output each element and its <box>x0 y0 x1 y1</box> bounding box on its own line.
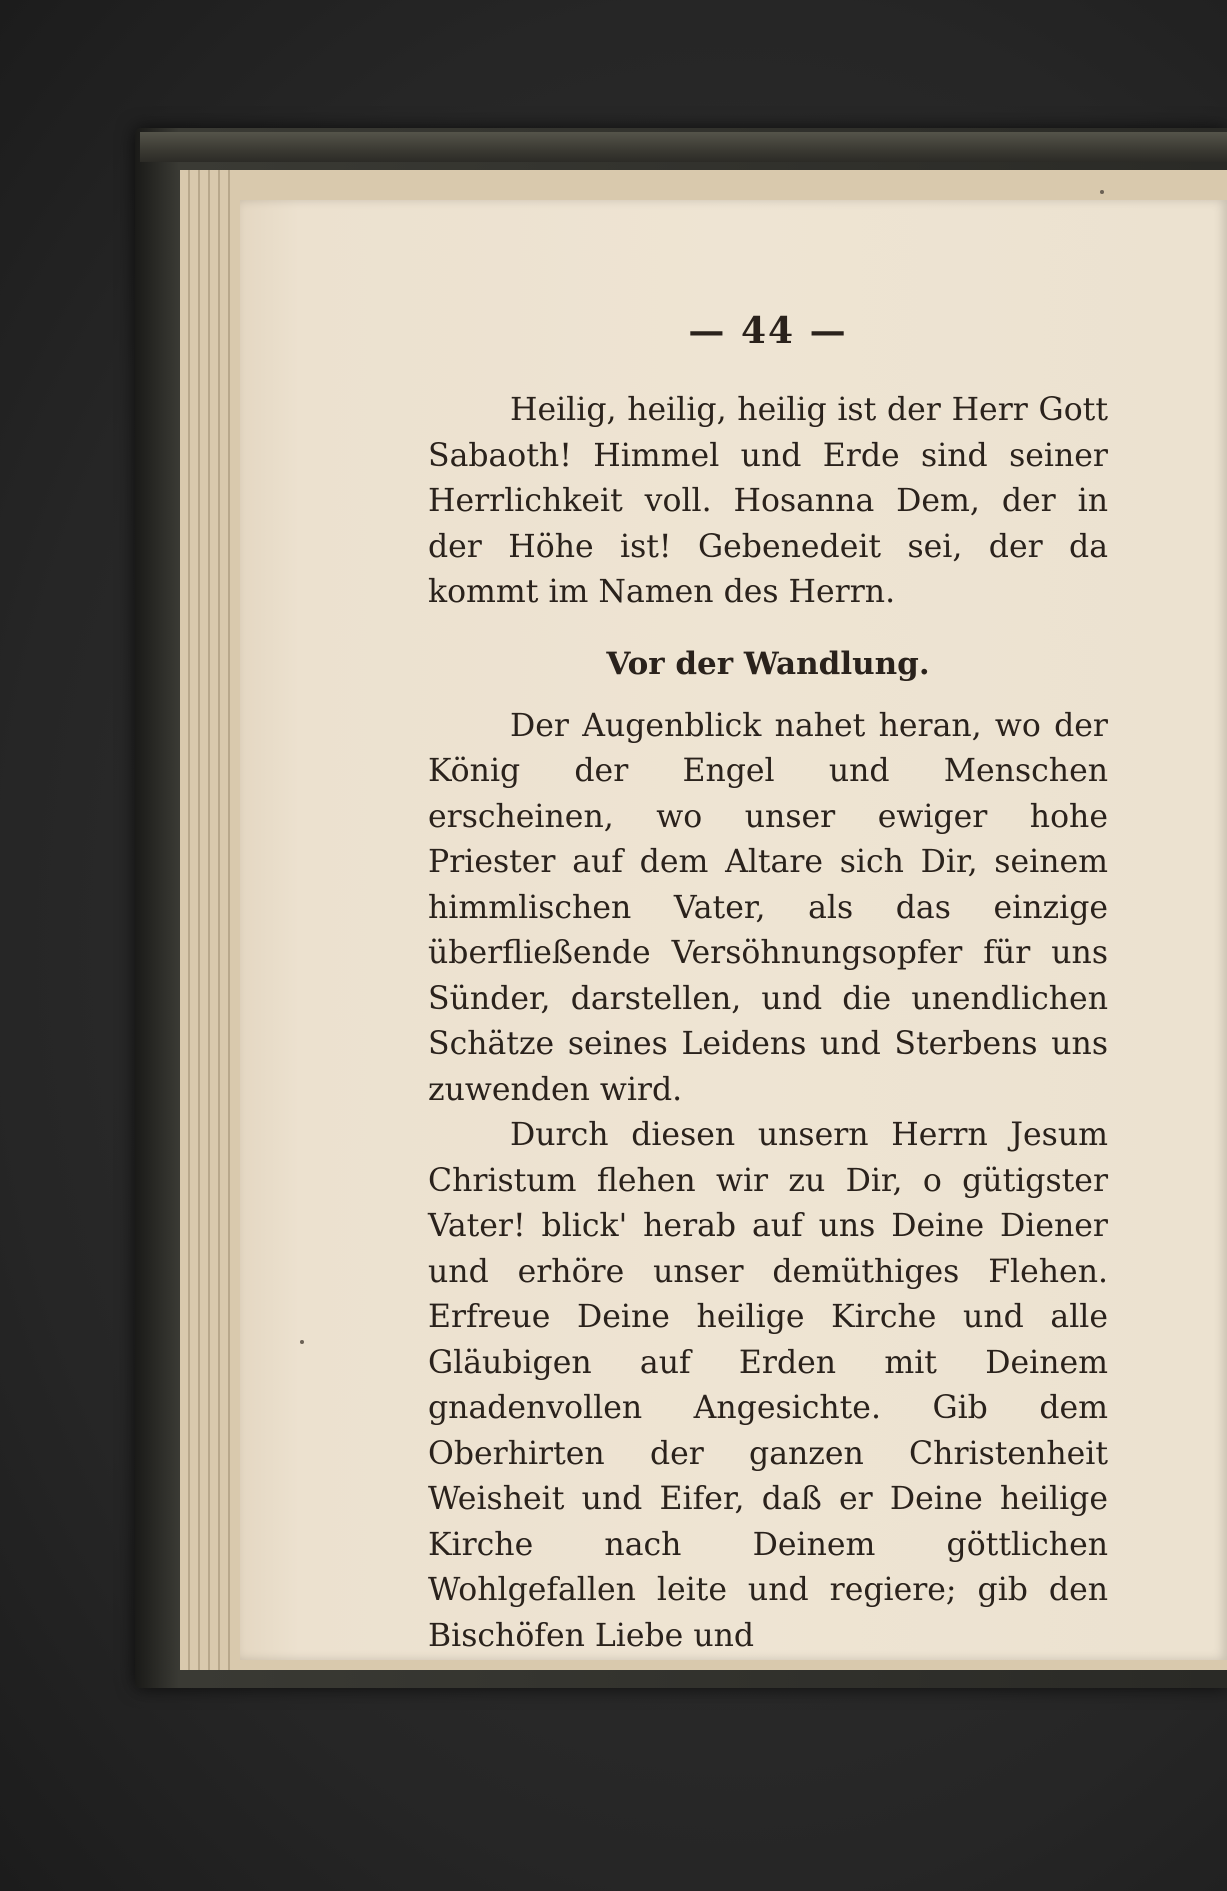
paragraph-durch: Durch diesen unsern Herrn Jesum Christum flehen wir zu Dir, o gütigster Vater! blick' herab auf uns Deine Diener und erhöre unser demüthiges Flehen. Erfreue Deine heilige Kirche und alle Gläubigen auf Erden mit Deinem gnadenvollen Angesichte. Gib dem Oberhirten der ganzen Christenheit Weisheit und Eifer, daß er Deine heilige Kirche nach Deinem göttlichen Wohlgefallen leite und regiere; gib den Bischöfen Liebe und <box>428 1117 1108 1654</box>
paper-speck <box>300 1340 304 1344</box>
page-edge-line <box>198 170 200 1670</box>
page-edge-line <box>218 170 220 1670</box>
page-edge-line <box>208 170 210 1670</box>
page-number: — 44 — <box>688 310 848 352</box>
paragraph-augenblick: Der Augenblick nahet heran, wo der König der Engel und Menschen erscheinen, wo unser ewiger hohe Priester auf dem Altare sich Dir, seinem himmlischen Vater, als das einzige überfließende Versöhnungsopfer für uns Sünder, darstellen, und die unendlichen Schätze seines Leidens und Sterbens uns zuwenden wird. <box>428 707 1108 1108</box>
page-edge-line <box>228 170 230 1670</box>
book-cover-top-edge <box>140 132 1227 162</box>
page-text <box>428 300 1108 1659</box>
page-edge-line <box>188 170 190 1670</box>
section-heading: Vor der Wandlung. <box>606 645 930 682</box>
paragraph-sanctus: Heilig, heilig, heilig ist der Herr Gott Sabaoth! Himmel und Erde sind seiner Herrlichkeit voll. Hosanna Dem, der in der Höhe ist! Gebenedeit sei, der da kommt im Namen des Herrn. <box>428 392 1108 610</box>
paper-speck <box>1100 190 1104 194</box>
